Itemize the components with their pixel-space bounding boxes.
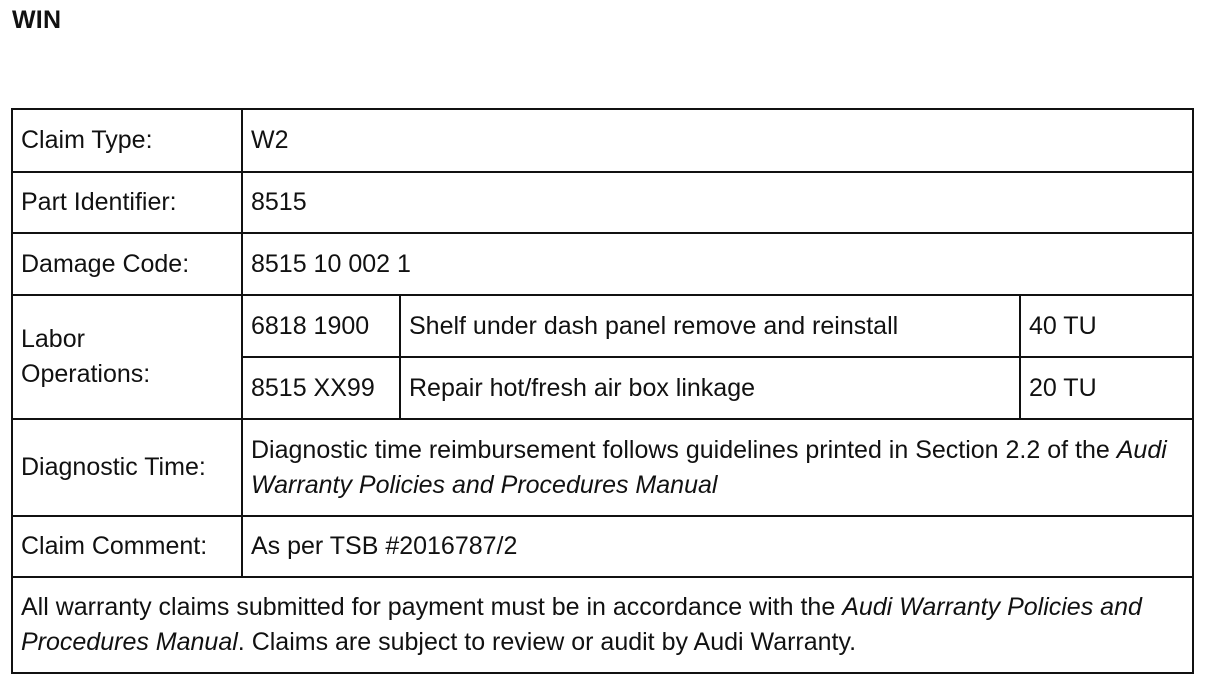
labor-operation-code: 8515 XX99 xyxy=(242,357,400,419)
disclaimer-text-start: All warranty claims submitted for payment must be in accordance with the xyxy=(21,593,843,621)
warranty-claim-table xyxy=(11,108,1194,674)
diagnostic-time-row xyxy=(12,419,1193,516)
damage-code-value: 8515 10 002 1 xyxy=(242,233,1193,295)
manual-title: Audi Warranty Policies and Procedures Manual xyxy=(251,435,1167,499)
labor-operation-row xyxy=(12,295,1193,357)
part-identifier-value: 8515 xyxy=(242,172,1193,233)
claim-comment-value: As per TSB #2016787/2 xyxy=(242,516,1193,577)
labor-operation-description: Shelf under dash panel remove and reinstall xyxy=(400,295,1020,357)
diagnostic-time-text: Diagnostic time reimbursement follows guidelines printed in Section 2.2 of the xyxy=(251,435,1117,464)
diagnostic-time-label: Diagnostic Time: xyxy=(12,419,242,516)
manual-title: Audi Warranty Policies and Procedures Manual xyxy=(21,593,1142,656)
claim-type-label: Claim Type: xyxy=(12,109,242,172)
labor-operations-label-line1: Labor xyxy=(21,325,85,353)
claim-comment-row xyxy=(12,516,1193,577)
labor-operations-label xyxy=(12,295,242,419)
damage-code-label: Damage Code: xyxy=(12,233,242,295)
labor-operations-label-line2: Operations: xyxy=(21,360,151,388)
part-identifier-row xyxy=(12,172,1193,233)
diagnostic-time-value xyxy=(242,419,1193,516)
document-heading: WIN xyxy=(12,6,62,34)
disclaimer-text xyxy=(12,577,1193,673)
claim-comment-label: Claim Comment: xyxy=(12,516,242,577)
labor-operation-code: 6818 1900 xyxy=(242,295,400,357)
labor-operation-time: 40 TU xyxy=(1020,295,1193,357)
disclaimer-text-end: . Claims are subject to review or audit by Audi Warranty. xyxy=(237,628,857,656)
claim-type-value: W2 xyxy=(242,109,1193,172)
disclaimer-row xyxy=(12,577,1193,673)
claim-type-row xyxy=(12,109,1193,172)
labor-operation-description: Repair hot/fresh air box linkage xyxy=(400,357,1020,419)
damage-code-row xyxy=(12,233,1193,295)
part-identifier-label: Part Identifier: xyxy=(12,172,242,233)
labor-operation-time: 20 TU xyxy=(1020,357,1193,419)
